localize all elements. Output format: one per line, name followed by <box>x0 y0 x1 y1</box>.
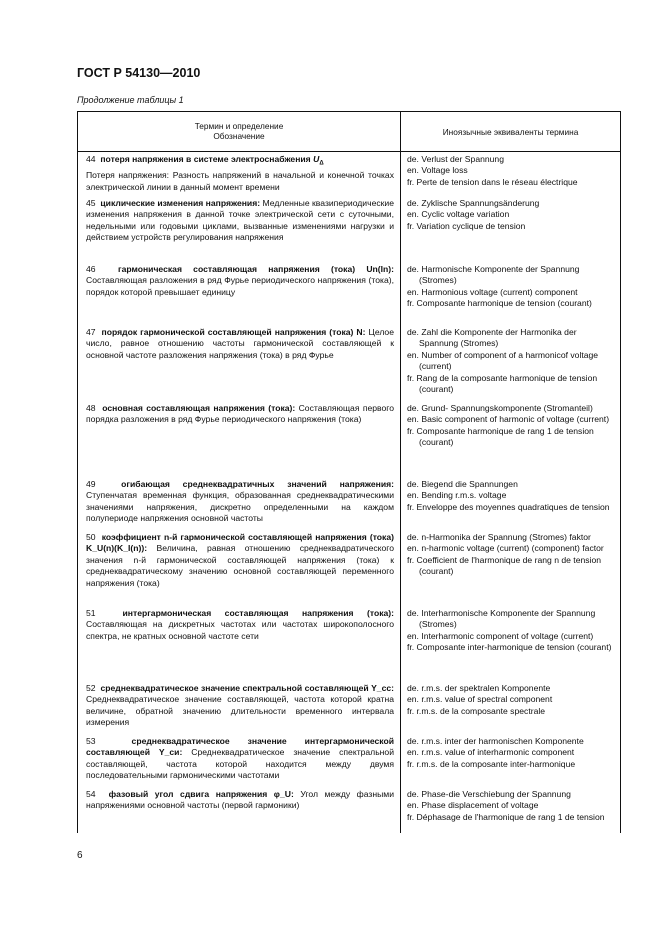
term-number: 52 <box>86 683 96 693</box>
table-row-equivalents-53 <box>407 736 612 770</box>
term-name: среднеквадратическое значение спектральной составляющей Y_сс: <box>100 683 394 693</box>
term-number: 46 <box>86 264 96 274</box>
table-row-term-52 <box>86 683 394 729</box>
col1-header-line1: Термин и определение <box>194 121 284 131</box>
term-name: огибающая среднеквадратичных значений напряжения: <box>121 479 394 489</box>
table-row-term-44: 44 потеря напряжения в системе электроснабжения $U_\Delta$ Потеря напряжения: Разность напряжений в начальной и конечной точках электрической линии в данный момент времени <box>86 154 394 192</box>
equivalent-de: de. Grund- Spannungskomponente (Stromanteil) <box>407 403 593 413</box>
table-row-equivalents-45 <box>407 198 612 232</box>
table-row-equivalents-48 <box>407 403 612 449</box>
table-row-equivalents-50 <box>407 532 612 578</box>
column-divider <box>400 112 401 833</box>
term-name: потеря напряжения в системе электроснабжения <box>100 154 311 164</box>
equivalent-de: de. Zyklische Spannungsänderung <box>407 198 540 208</box>
term-name: коэффициент n-й гармонической составляющей напряжения (тока) K_U(n)(K_I(n)): <box>86 532 394 554</box>
equivalent-de: de. Biegend die Spannungen <box>407 479 518 489</box>
equivalent-fr: fr. Enveloppe des moyennes quadratiques de tension <box>407 501 610 512</box>
table-row-term-49 <box>86 479 394 525</box>
term-name: циклические изменения напряжения: <box>100 198 261 208</box>
term-name: гармоническая составляющая напряжения (тока) Un(In): <box>117 264 394 274</box>
equivalent-en: en. Bending r.m.s. voltage <box>407 490 507 501</box>
equivalent-fr: fr. Perte de tension dans le réseau électrique <box>407 176 578 187</box>
term-number: 53 <box>86 736 96 746</box>
table-row-term-45 <box>86 198 394 244</box>
table-row-equivalents-52 <box>407 683 612 717</box>
table-row-equivalents-49 <box>407 479 612 513</box>
equivalent-de: de. Zahl die Komponente der Harmonika der Spannung (Stromes) <box>407 327 577 349</box>
equivalent-fr: fr. Composante harmonique de tension (courant) <box>407 298 592 309</box>
equivalent-de: de. n-Harmonika der Spannung (Stromes) faktor <box>407 532 591 542</box>
table-row-equivalents-46 <box>407 264 612 310</box>
term-number: 50 <box>86 532 96 542</box>
term-number: 49 <box>86 479 96 489</box>
equivalent-fr: fr. Coefficient de l'harmonique de rang n de tension (courant) <box>407 554 602 577</box>
equivalent-de: de. r.m.s. der spektralen Komponente <box>407 683 551 693</box>
equivalent-de: de. Phase-die Verschiebung der Spannung <box>407 789 571 799</box>
term-definition: Составляющая первого порядка разложения в ряд Фурье периодического напряжения (тока) <box>86 403 394 425</box>
table-row-term-54 <box>86 789 394 812</box>
equivalent-fr: fr. r.m.s. de la composante inter-harmonique <box>407 758 576 769</box>
table-row-equivalents-51 <box>407 608 612 654</box>
equivalent-de: de. Verlust der Spannung <box>407 154 504 164</box>
equivalent-fr: fr. Composante harmonique de rang 1 de tension (courant) <box>407 425 594 448</box>
term-definition: Составляющая разложения в ряд Фурье периодического напряжения (тока), порядок которой превышает единицу <box>86 275 394 297</box>
equivalent-de: de. Interharmonische Komponente der Spannung (Stromes) <box>407 608 596 630</box>
term-definition: Целое число, равное отношению частоты гармонической составляющей к основной частоте разложения напряжения (тока) в ряд Фурье <box>86 327 394 360</box>
col2-header: Иноязычные эквиваленты термина <box>442 127 579 137</box>
term-number: 47 <box>86 327 96 337</box>
term-definition: Угол между фазными напряжениями основной частоты (первой гармоники) <box>86 789 394 811</box>
term-name: порядок гармонической составляющей напряжения (тока) N: <box>101 327 366 337</box>
term-name: среднеквадратическое значение интергармонической составляющей Y_си: <box>86 736 395 758</box>
table-row-term-50 <box>86 532 394 589</box>
term-number: 45 <box>86 198 96 208</box>
equivalent-en: en. Voltage loss <box>407 165 468 176</box>
equivalent-en: en. Phase displacement of voltage <box>407 800 539 811</box>
equivalent-de: de. Harmonische Komponente der Spannung (Stromes) <box>407 264 580 286</box>
table-row-term-51 <box>86 608 394 642</box>
table-row-equivalents-54 <box>407 789 612 823</box>
equivalent-en: en. Basic component of harmonic of voltage (current) <box>407 414 610 425</box>
equivalent-fr: fr. Déphasage de l'harmonique de rang 1 de tension <box>407 811 605 822</box>
term-definition: Величина, равная отношению среднеквадратического значения n-й гармонической составляющей напряжения (тока) к среднеквадратическому значению основной составляющей переменного напряжения (тока) <box>86 543 395 588</box>
term-definition: Потеря напряжения: Разность напряжений в начальной и конечной точках электрической линии в данный момент времени <box>86 170 394 192</box>
equivalent-fr: fr. r.m.s. de la composante spectrale <box>407 705 546 716</box>
equivalent-en: en. Interharmonic component of voltage (current) <box>407 630 594 641</box>
table-row-term-46 <box>86 264 394 298</box>
term-definition: Ступенчатая временная функция, образованная среднеквадратическими значениями напряжения, дискретно определенными на каждом полупериоде напряжения основной частоты <box>86 490 394 524</box>
term-number: 51 <box>86 608 96 618</box>
equivalent-en: en. Number of component of a harmonicof voltage (current) <box>407 349 599 372</box>
col1-header <box>78 121 400 141</box>
table-continuation-label: Продолжение таблицы 1 <box>77 95 184 105</box>
term-number: 44 <box>86 154 96 164</box>
equivalent-en: en. r.m.s. value of interharmonic component <box>407 747 575 758</box>
table-header <box>78 112 620 152</box>
equivalent-en: en. n-harmonic voltage (current) (component) factor <box>407 543 604 554</box>
term-number: 54 <box>86 789 96 799</box>
term-definition: Медленные квазипериодические изменения напряжения в данной точке электрической сети с суточными, недельными или годовыми циклами, вызванные изменениями нагрузки и действием устройств регулирования напряжения <box>86 198 394 243</box>
table-row-term-47 <box>86 327 394 361</box>
table-row-equivalents-44 <box>407 154 612 188</box>
term-name: основная составляющая напряжения (тока): <box>102 403 296 413</box>
term-name: фазовый угол сдвига напряжения φ_U: <box>108 789 294 799</box>
table-row-term-48 <box>86 403 394 426</box>
equivalent-fr: fr. Composante inter-harmonique de tension (courant) <box>407 642 612 653</box>
term-definition: Среднеквадратическое значение спектральной составляющей, частота которой находится между двумя последовательными гармоническими частотами <box>86 747 395 781</box>
term-name: интергармоническая составляющая напряжения (тока): <box>122 608 395 618</box>
equivalent-de: de. r.m.s. inter der harmonischen Komponente <box>407 736 584 746</box>
page-number: 6 <box>77 850 83 861</box>
terms-table <box>77 111 621 833</box>
col1-header-line2: Обозначение <box>213 131 265 141</box>
term-definition: Составляющая на дискретных частотах или частотах широкополосного спектра, не кратных основной частоте сети <box>86 619 394 641</box>
document-title: ГОСТ Р 54130—2010 <box>77 66 201 80</box>
table-row-equivalents-47 <box>407 327 612 395</box>
table-row-term-53 <box>86 736 394 782</box>
equivalent-fr: fr. Rang de la composante harmonique de tension (courant) <box>407 372 598 395</box>
equivalent-en: en. Harmonious voltage (current) component <box>407 286 578 297</box>
equivalent-en: en. r.m.s. value of spectral component <box>407 694 553 705</box>
equivalent-en: en. Cyclic voltage variation <box>407 209 510 220</box>
equivalent-fr: fr. Variation cyclique de tension <box>407 220 526 231</box>
term-definition: Среднеквадратическое значение составляющей, частота которой кратна величине, обратной значению длительности временного интервала измерения <box>86 694 394 728</box>
term-number: 48 <box>86 403 96 413</box>
